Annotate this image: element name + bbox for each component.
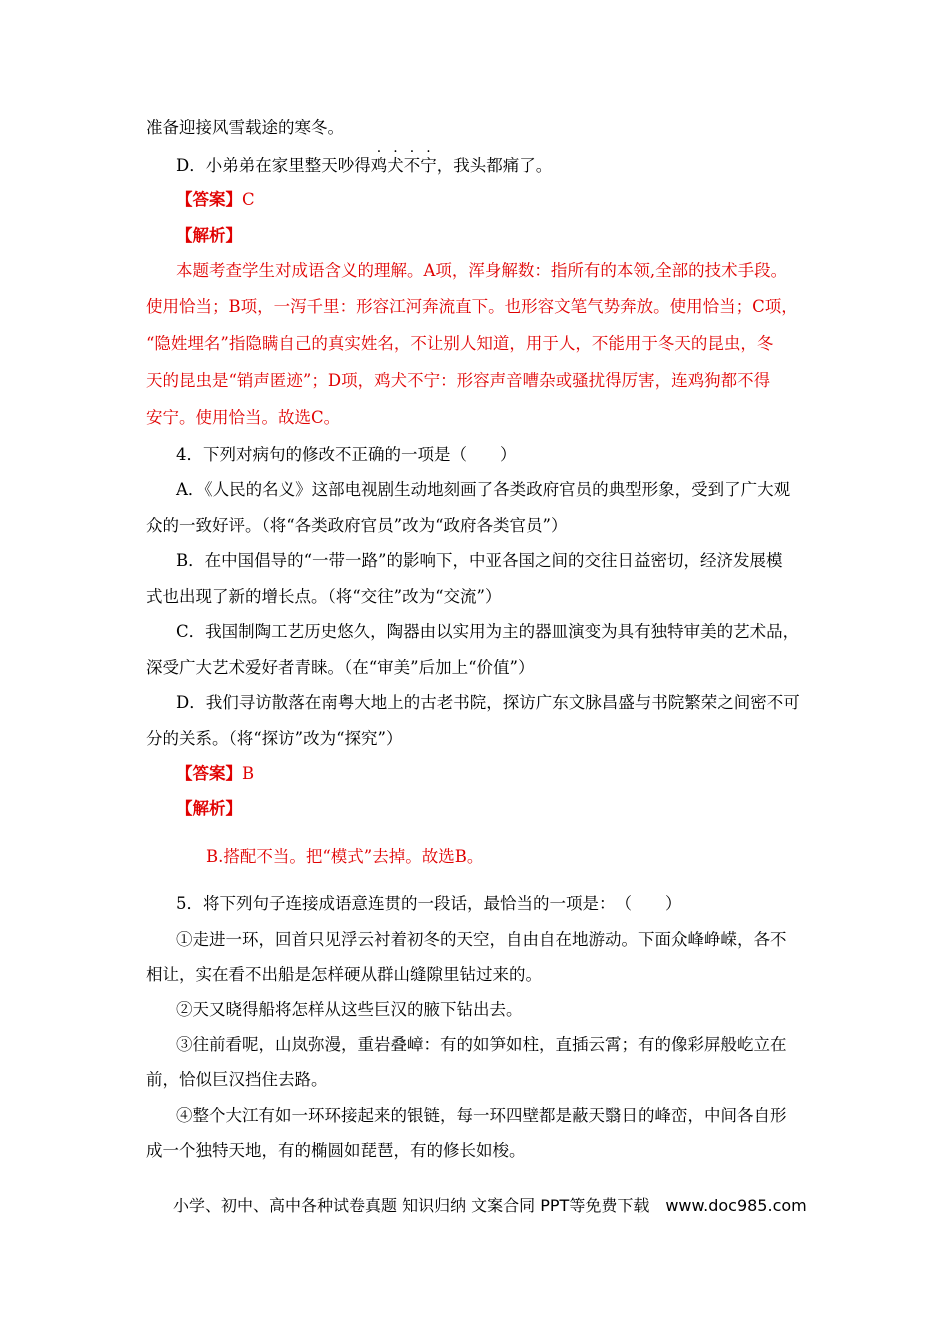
q3-option-d — [176, 155, 552, 177]
q4-option-a: A．《人民的名义》这部电视剧生动地刻画了各类政府官员的典型形象，受到了广大观 — [176, 480, 791, 499]
q5-sentence-2: ②天又晓得船将怎样从这些巨汉的腋下钻出去。 — [176, 1000, 523, 1019]
dotted-char: 犬 — [387, 156, 404, 175]
q3-prev-line: 准备迎接风雪载途的寒冬。 — [146, 118, 344, 137]
answer-value: B — [242, 764, 255, 783]
q5-sentence-4: ④整个大江有如一环环接起来的银链，每一环四壁都是蔽天翳日的峰峦，中间各自形 — [176, 1106, 787, 1125]
q3-analysis-line: “隐姓埋名”指隐瞒自己的真实姓名，不让别人知道，用于人，不能用于冬天的昆虫，冬 — [146, 334, 774, 353]
q5-sentence-1: ①走进一环，回首只见浮云衬着初冬的天空，自由自在地游动。下面众峰峥嵘，各不 — [176, 930, 787, 949]
q4-option-b: B．在中国倡导的“一带一路”的影响下，中亚各国之间的交往日益密切，经济发展模 — [176, 551, 783, 570]
q3-analysis-tag: 【解析】 — [176, 226, 242, 245]
q4-analysis: B.搭配不当。把“模式”去掉。故选B。 — [206, 847, 484, 866]
q4-option-c-cont: 深受广大艺术爱好者青睐。（在“审美”后加上“价值”） — [146, 658, 535, 677]
q4-stem: 4．下列对病句的修改不正确的一项是（ ） — [176, 445, 517, 464]
page-footer: 小学、初中、高中各种试卷真题 知识归纳 文案合同 PPT等免费下载 www.doc985.com — [173, 1196, 807, 1215]
q4-option-a-cont: 众的一致好评。（将“各类政府官员”改为“政府各类官员”） — [146, 516, 568, 535]
dotted-char: 宁 — [420, 156, 437, 175]
q5-sentence-3-cont: 前，恰似巨汉挡住去路。 — [146, 1070, 328, 1089]
dotted-char: 不 — [403, 156, 421, 175]
dotted-char: 鸡 — [370, 156, 388, 175]
q4-option-b-cont: 式也出现了新的增长点。（将“交往”改为“交流”） — [146, 587, 502, 606]
q3-option-d-before: D．小弟弟在家里整天吵得 — [176, 156, 371, 175]
q3-analysis-line: 安宁。使用恰当。故选C。 — [146, 408, 341, 427]
q5-stem: 5．将下列句子连接成语意连贯的一段话，最恰当的一项是： （ ） — [176, 894, 682, 913]
q4-option-c: C．我国制陶工艺历史悠久，陶器由以实用为主的器皿演变为具有独特审美的艺术品， — [176, 622, 800, 641]
q3-analysis-line: 本题考查学生对成语含义的理解。A项，浑身解数：指所有的本领,全部的技术手段。 — [176, 261, 788, 280]
q4-option-d: D．我们寻访散落在南粤大地上的古老书院，探访广东文脉昌盛与书院繁荣之间密不可 — [176, 693, 800, 712]
q4-answer — [176, 763, 254, 785]
q5-sentence-4-cont: 成一个独特天地，有的椭圆如琵琶，有的修长如梭。 — [146, 1141, 526, 1160]
q3-answer — [176, 189, 255, 211]
q3-option-d-after: ，我头都痛了。 — [436, 156, 553, 175]
answer-tag: 【答案】 — [176, 764, 242, 783]
q3-analysis-line: 天的昆虫是“销声匿迹”；D项，鸡犬不宁：形容声音嘈杂或骚扰得厉害，连鸡狗都不得 — [146, 371, 771, 390]
q5-sentence-3: ③往前看呢，山岚弥漫，重岩叠嶂：有的如笋如柱，直插云霄；有的像彩屏般屹立在 — [176, 1035, 787, 1054]
q4-option-d-cont: 分的关系。（将“探访”改为“探究”） — [146, 729, 403, 748]
q4-analysis-tag: 【解析】 — [176, 799, 242, 818]
answer-tag: 【答案】 — [176, 190, 242, 209]
q3-analysis-line: 使用恰当；B项，一泻千里：形容江河奔流直下。也形容文笔气势奔放。使用恰当；C项， — [146, 297, 798, 316]
answer-value: C — [242, 190, 255, 209]
q5-sentence-1-cont: 相让，实在看不出船是怎样硬从群山缝隙里钻过来的。 — [146, 965, 542, 984]
